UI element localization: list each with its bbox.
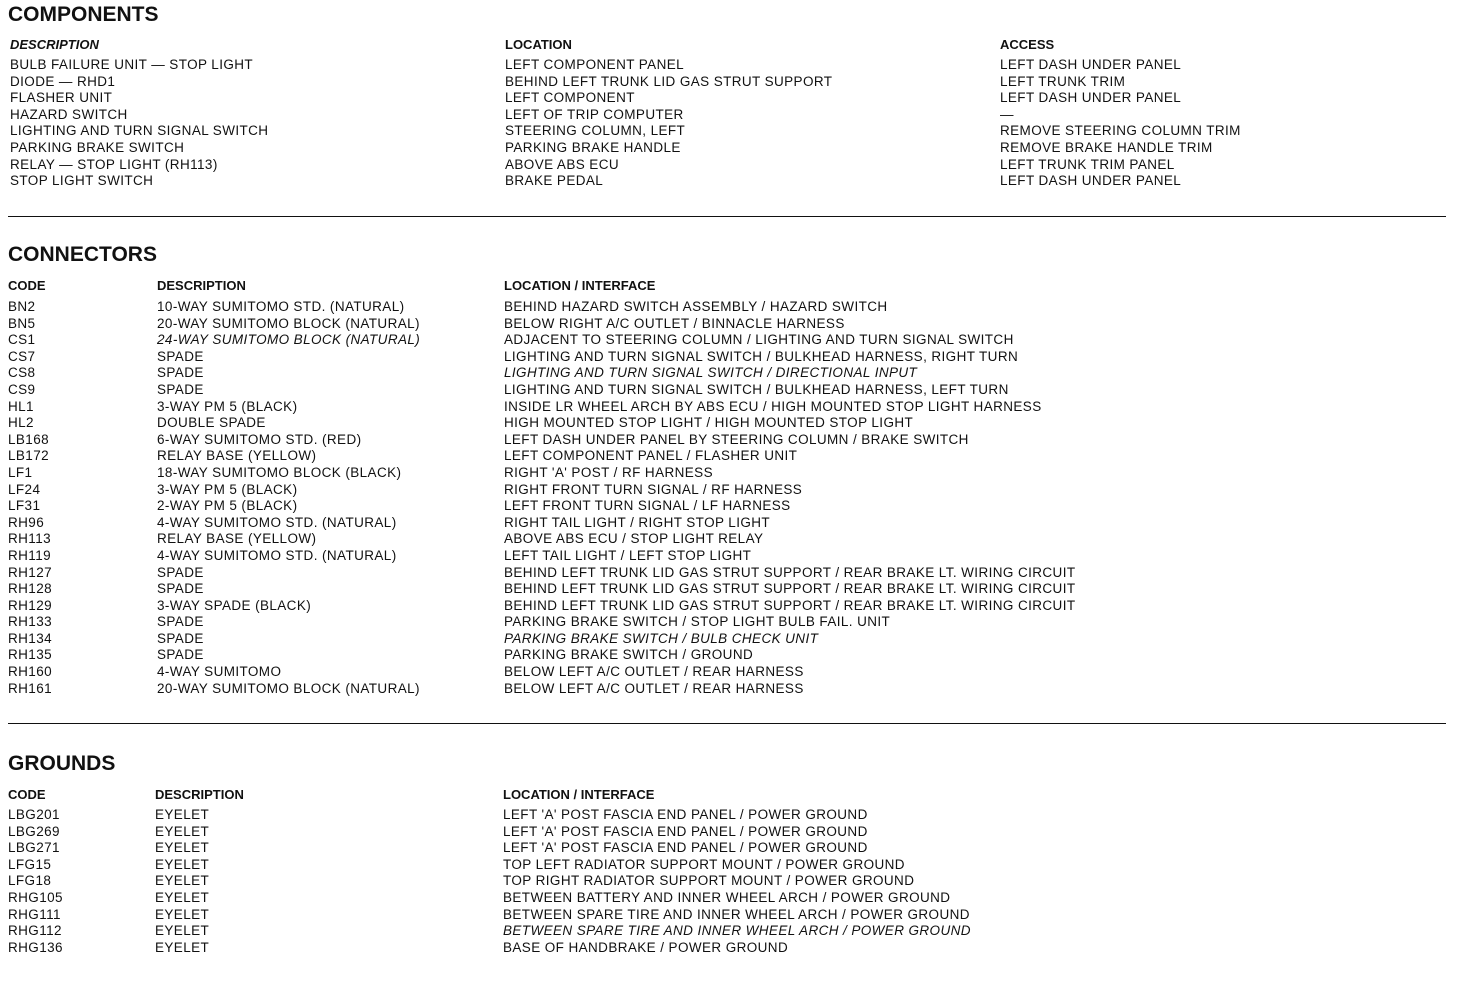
grounds-code-cell: RHG112 — [8, 923, 62, 939]
connectors-code-cell: RH113 — [8, 531, 52, 547]
connectors-code-cell: RH119 — [8, 547, 52, 563]
components-header-location: LOCATION — [505, 37, 572, 52]
components-title: COMPONENTS — [8, 3, 159, 26]
grounds-description-cell: EYELET — [155, 923, 210, 939]
components-header-description: DESCRIPTION — [10, 37, 99, 52]
components-header-access: ACCESS — [1000, 37, 1055, 52]
grounds-location-cell: LEFT 'A' POST FASCIA END PANEL / POWER GROUND — [503, 823, 868, 839]
connectors-description-cell: DOUBLE SPADE — [157, 415, 266, 431]
grounds-code-cell: RHG111 — [8, 906, 61, 922]
grounds-location-cell: BETWEEN SPARE TIRE AND INNER WHEEL ARCH / POWER GROUND — [503, 906, 970, 922]
components-description-cell: HAZARD SWITCH — [10, 106, 128, 122]
components-access-column — [1000, 57, 1241, 190]
connectors-description-cell: SPADE — [157, 365, 204, 381]
connectors-location-cell: BEHIND LEFT TRUNK LID GAS STRUT SUPPORT / REAR BRAKE LT. WIRING CIRCUIT — [504, 564, 1076, 580]
grounds-location-cell: TOP LEFT RADIATOR SUPPORT MOUNT / POWER GROUND — [503, 856, 905, 872]
connectors-code-cell: CS8 — [8, 365, 36, 381]
connectors-code-cell: HL2 — [8, 415, 34, 431]
components-description-cell: PARKING BRAKE SWITCH — [10, 139, 185, 155]
connectors-description-cell: 4-WAY SUMITOMO STD. (NATURAL) — [157, 514, 397, 530]
connectors-title: CONNECTORS — [8, 243, 157, 266]
grounds-description-cell: EYELET — [155, 840, 210, 856]
connectors-code-cell: HL1 — [8, 398, 34, 414]
components-access-cell: LEFT TRUNK TRIM PANEL — [1000, 156, 1175, 172]
connectors-description-cell: 18-WAY SUMITOMO BLOCK (BLACK) — [157, 464, 402, 480]
connectors-description-cell: 10-WAY SUMITOMO STD. (NATURAL) — [157, 299, 405, 314]
connectors-code-cell: LB172 — [8, 448, 50, 464]
connectors-description-cell: 4-WAY SUMITOMO STD. (NATURAL) — [157, 547, 397, 563]
connectors-code-cell: RH161 — [8, 680, 53, 696]
components-description-column — [10, 57, 268, 190]
connectors-location-cell: BEHIND LEFT TRUNK LID GAS STRUT SUPPORT / REAR BRAKE LT. WIRING CIRCUIT — [504, 597, 1076, 613]
connectors-location-cell: LIGHTING AND TURN SIGNAL SWITCH / BULKHEAD HARNESS, RIGHT TURN — [504, 348, 1019, 364]
connectors-description-cell: SPADE — [157, 581, 204, 597]
components-access-cell: LEFT DASH UNDER PANEL — [1000, 90, 1182, 106]
components-description-cell: RELAY — STOP LIGHT (RH113) — [10, 156, 218, 172]
grounds-location-cell: LEFT 'A' POST FASCIA END PANEL / POWER GROUND — [503, 840, 868, 856]
grounds-description-cell: EYELET — [155, 807, 210, 822]
grounds-location-cell: BETWEEN BATTERY AND INNER WHEEL ARCH / POWER GROUND — [503, 889, 951, 905]
components-location-cell: ABOVE ABS ECU — [505, 156, 619, 172]
connectors-location-cell: LEFT TAIL LIGHT / LEFT STOP LIGHT — [504, 547, 752, 563]
connectors-description-cell: 6-WAY SUMITOMO STD. (RED) — [157, 431, 362, 447]
grounds-description-column — [155, 807, 209, 956]
grounds-description-cell: EYELET — [155, 889, 210, 905]
connectors-location-column — [504, 299, 1076, 697]
connectors-description-cell: RELAY BASE (YELLOW) — [157, 531, 317, 547]
connectors-header-description: DESCRIPTION — [157, 278, 246, 293]
connectors-code-cell: RH160 — [8, 664, 53, 680]
connectors-header-location: LOCATION / INTERFACE — [504, 278, 656, 293]
connectors-location-cell: HIGH MOUNTED STOP LIGHT / HIGH MOUNTED STOP LIGHT — [504, 415, 914, 431]
connectors-code-cell: RH127 — [8, 564, 53, 580]
connectors-location-cell: LEFT COMPONENT PANEL / FLASHER UNIT — [504, 448, 798, 464]
grounds-description-cell: EYELET — [155, 856, 210, 872]
connectors-location-cell: BELOW RIGHT A/C OUTLET / BINNACLE HARNESS — [504, 315, 845, 331]
grounds-header-location: LOCATION / INTERFACE — [503, 787, 655, 802]
connectors-code-cell: LF24 — [8, 481, 41, 497]
components-access-cell: LEFT TRUNK TRIM — [1000, 73, 1126, 89]
grounds-code-cell: LBG271 — [8, 840, 60, 856]
connectors-location-cell: RIGHT TAIL LIGHT / RIGHT STOP LIGHT — [504, 514, 771, 530]
components-access-cell: REMOVE BRAKE HANDLE TRIM — [1000, 139, 1213, 155]
connectors-code-cell: RH134 — [8, 630, 53, 646]
connectors-location-cell: RIGHT 'A' POST / RF HARNESS — [504, 464, 713, 480]
grounds-header-code: CODE — [8, 787, 46, 802]
connectors-location-cell: LIGHTING AND TURN SIGNAL SWITCH / DIRECTIONAL INPUT — [504, 365, 918, 381]
components-location-cell: BEHIND LEFT TRUNK LID GAS STRUT SUPPORT — [505, 73, 833, 89]
connectors-location-cell: ABOVE ABS ECU / STOP LIGHT RELAY — [504, 531, 764, 547]
components-location-cell: BRAKE PEDAL — [505, 173, 604, 189]
grounds-code-cell: RHG105 — [8, 889, 63, 905]
connectors-location-cell: PARKING BRAKE SWITCH / BULB CHECK UNIT — [504, 630, 819, 646]
grounds-location-cell: TOP RIGHT RADIATOR SUPPORT MOUNT / POWER GROUND — [503, 873, 915, 889]
connectors-code-cell: CS9 — [8, 381, 36, 397]
connectors-description-cell: 3-WAY PM 5 (BLACK) — [157, 481, 298, 497]
connectors-location-cell: RIGHT FRONT TURN SIGNAL / RF HARNESS — [504, 481, 803, 497]
components-location-cell: LEFT OF TRIP COMPUTER — [505, 106, 684, 122]
connectors-description-cell: SPADE — [157, 381, 204, 397]
connectors-location-cell: LEFT FRONT TURN SIGNAL / LF HARNESS — [504, 498, 791, 514]
components-location-cell: STEERING COLUMN, LEFT — [505, 123, 686, 139]
components-description-cell: STOP LIGHT SWITCH — [10, 173, 154, 189]
grounds-location-cell: BETWEEN SPARE TIRE AND INNER WHEEL ARCH / POWER GROUND — [503, 923, 971, 939]
connectors-header-code: CODE — [8, 278, 46, 293]
connectors-code-cell: CS1 — [8, 332, 36, 348]
connectors-description-column — [157, 299, 420, 697]
connectors-description-cell: 24-WAY SUMITOMO BLOCK (NATURAL) — [157, 332, 421, 348]
connectors-description-cell: SPADE — [157, 647, 204, 663]
grounds-code-cell: LBG269 — [8, 823, 60, 839]
connectors-location-cell: PARKING BRAKE SWITCH / GROUND — [504, 647, 754, 663]
connectors-description-cell: 4-WAY SUMITOMO — [157, 664, 282, 680]
connectors-description-cell: 20-WAY SUMITOMO BLOCK (NATURAL) — [157, 680, 420, 696]
connectors-location-cell: LIGHTING AND TURN SIGNAL SWITCH / BULKHEAD HARNESS, LEFT TURN — [504, 381, 1009, 397]
components-location-cell: LEFT COMPONENT PANEL — [505, 57, 685, 72]
grounds-code-column — [8, 807, 63, 956]
components-description-cell: BULB FAILURE UNIT — STOP LIGHT — [10, 57, 254, 72]
connectors-description-cell: 3-WAY SPADE (BLACK) — [157, 597, 312, 613]
connectors-description-cell: RELAY BASE (YELLOW) — [157, 448, 317, 464]
connectors-description-cell: SPADE — [157, 614, 204, 630]
grounds-title: GROUNDS — [8, 752, 116, 775]
connectors-code-cell: LB168 — [8, 431, 50, 447]
connectors-location-cell: PARKING BRAKE SWITCH / STOP LIGHT BULB FAIL. UNIT — [504, 614, 891, 630]
connectors-code-column — [8, 299, 52, 697]
connectors-code-cell: RH133 — [8, 614, 53, 630]
connectors-location-cell: BELOW LEFT A/C OUTLET / REAR HARNESS — [504, 664, 804, 680]
components-location-cell: PARKING BRAKE HANDLE — [505, 139, 681, 155]
connectors-location-cell: INSIDE LR WHEEL ARCH BY ABS ECU / HIGH MOUNTED STOP LIGHT HARNESS — [504, 398, 1042, 414]
grounds-code-cell: LFG18 — [8, 873, 52, 889]
connectors-code-cell: LF31 — [8, 498, 41, 514]
section-divider — [8, 216, 1446, 217]
connectors-location-cell: BELOW LEFT A/C OUTLET / REAR HARNESS — [504, 680, 804, 696]
connectors-description-cell: SPADE — [157, 630, 204, 646]
grounds-location-cell: LEFT 'A' POST FASCIA END PANEL / POWER GROUND — [503, 807, 868, 822]
grounds-header-description: DESCRIPTION — [155, 787, 244, 802]
connectors-code-cell: RH129 — [8, 597, 53, 613]
components-description-cell: DIODE — RHD1 — [10, 73, 116, 89]
grounds-code-cell: LFG15 — [8, 856, 52, 872]
components-description-cell: LIGHTING AND TURN SIGNAL SWITCH — [10, 123, 269, 139]
connectors-code-cell: RH96 — [8, 514, 45, 530]
connectors-code-cell: LF1 — [8, 464, 33, 480]
grounds-code-cell: RHG136 — [8, 939, 63, 955]
connectors-description-cell: 20-WAY SUMITOMO BLOCK (NATURAL) — [157, 315, 420, 331]
grounds-description-cell: EYELET — [155, 939, 210, 955]
components-access-cell: LEFT DASH UNDER PANEL — [1000, 173, 1182, 189]
connectors-code-cell: RH135 — [8, 647, 53, 663]
connectors-code-cell: BN2 — [8, 299, 36, 314]
components-location-column — [505, 57, 832, 190]
components-access-cell: REMOVE STEERING COLUMN TRIM — [1000, 123, 1241, 139]
components-access-cell: — — [1000, 106, 1014, 122]
components-access-cell: LEFT DASH UNDER PANEL — [1000, 57, 1182, 72]
connectors-description-cell: SPADE — [157, 564, 204, 580]
connectors-code-cell: CS7 — [8, 348, 36, 364]
section-divider — [8, 723, 1446, 724]
grounds-location-column — [503, 807, 971, 956]
grounds-description-cell: EYELET — [155, 906, 210, 922]
grounds-description-cell: EYELET — [155, 873, 210, 889]
connectors-location-cell: BEHIND LEFT TRUNK LID GAS STRUT SUPPORT / REAR BRAKE LT. WIRING CIRCUIT — [504, 581, 1076, 597]
connectors-description-cell: 2-WAY PM 5 (BLACK) — [157, 498, 298, 514]
connectors-location-cell: LEFT DASH UNDER PANEL BY STEERING COLUMN / BRAKE SWITCH — [504, 431, 969, 447]
connectors-code-cell: BN5 — [8, 315, 36, 331]
grounds-description-cell: EYELET — [155, 823, 210, 839]
grounds-code-cell: LBG201 — [8, 807, 60, 822]
connectors-code-cell: RH128 — [8, 581, 53, 597]
components-location-cell: LEFT COMPONENT — [505, 90, 635, 106]
components-description-cell: FLASHER UNIT — [10, 90, 113, 106]
connectors-description-cell: 3-WAY PM 5 (BLACK) — [157, 398, 298, 414]
connectors-description-cell: SPADE — [157, 348, 204, 364]
connectors-location-cell: ADJACENT TO STEERING COLUMN / LIGHTING AND TURN SIGNAL SWITCH — [504, 332, 1014, 348]
connectors-location-cell: BEHIND HAZARD SWITCH ASSEMBLY / HAZARD SWITCH — [504, 299, 888, 314]
grounds-location-cell: BASE OF HANDBRAKE / POWER GROUND — [503, 939, 789, 955]
